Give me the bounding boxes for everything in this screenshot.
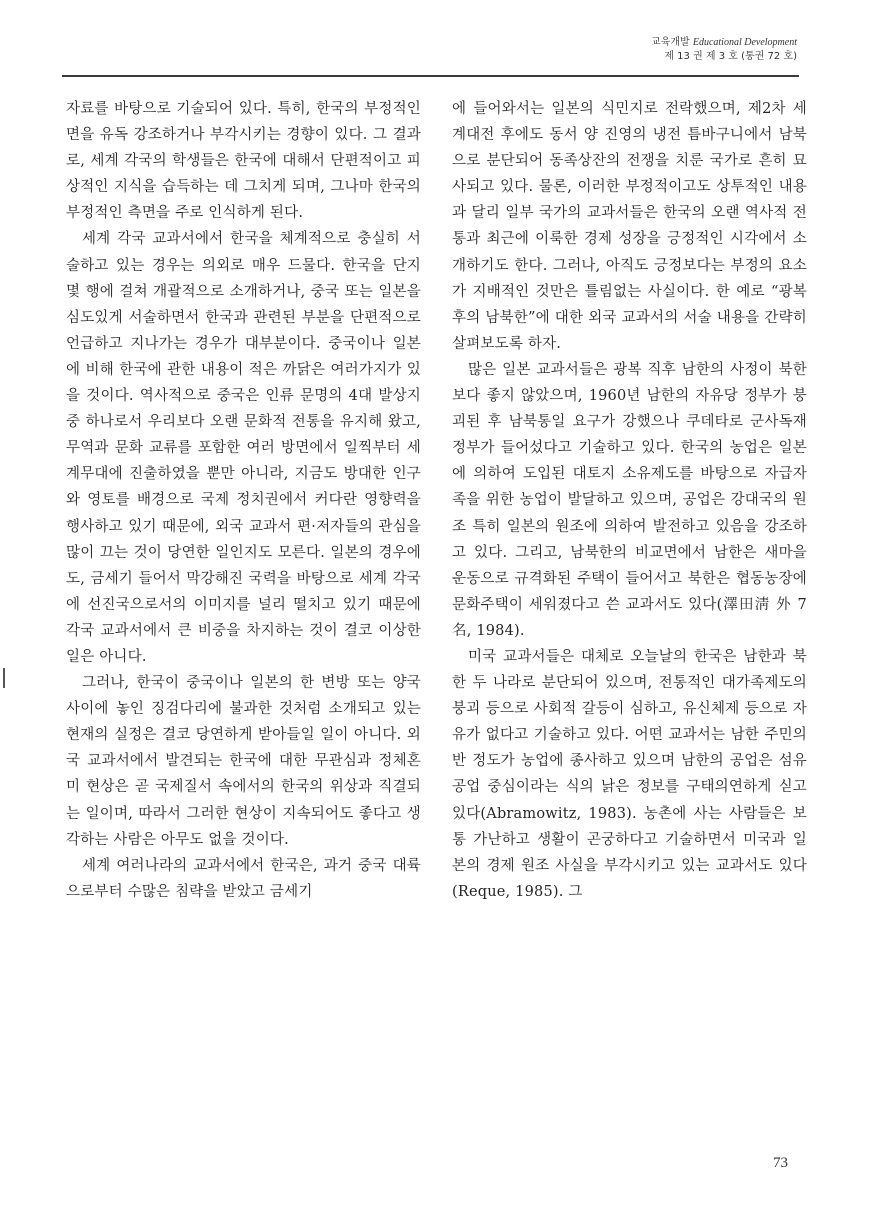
paragraph: 에 들어와서는 일본의 식민지로 전락했으며, 제2차 세계대전 후에도 동서 양 진영의 냉전 틈바구니에서 남북으로 분단되어 동족상잔의 전쟁을 치룬 국가로 흔히 묘사되고 있다. 물론, 이러한 부정적이고도 상투적인 내용과 달리 일부 국가의 교과서들은 한국의 오랜 역사적 전통과 최근에 이룩한 경제 성장을 긍정적인 시각에서 소개하기도 한다. 그러나, 아직도 긍정보다는 부정의 요소가 지배적인 것만은 틀림없는 사실이다. 한 예로 “광복후의 남북한”에 대한 외국 교과서의 서술 내용을 간략히 살펴보도록 하자.: [452, 101, 807, 352]
volume-info: 제 13 권 제 3 호 (통권 72 호): [664, 51, 797, 62]
paragraph: 세계 각국 교과서에서 한국을 체계적으로 충실히 서술하고 있는 경우는 의외로 매우 드물다. 한국을 단지 몇 행에 걸쳐 개괄적으로 소개하거나, 중국 또는 일본을 심도있게 서술하면서 한국과 관련된 부분을 단편적으로 언급하고 지나가는 경우가 대부분이다. 중국이나 일본에 비해 한국에 관한 내용이 적은 까닭은 여러가지가 있을 것이다. 역사적으로 중국은 인류 문명의 4대 발상지 중 하나로서 우리보다 오랜 문화적 전통을 유지해 왔고, 무역과 문화 교류를 포함한 여러 방면에서 일찍부터 세계무대에 진출하였을 뿐만 아니라, 지금도 방대한 인구와 영토를 배경으로 국제 정치권에서 커다란 영향력을 행사하고 있기 때문에, 외국 교과서 편·저자들의 관심을 많이 끄는 것이 당연한 일인지도 모른다. 일본의 경우에도, 금세기 들어서 막강해진 국력을 바탕으로 세계 각국에 선진국으로서의 이미지를 널리 떨치고 있기 때문에 각국 교과서에서 큰 비중을 차지하는 것이 결코 이상한 일은 아니다.: [66, 231, 421, 665]
journal-title-en: Educational Development: [692, 37, 797, 48]
running-header: [651, 36, 797, 64]
page-number: 73: [773, 1155, 788, 1171]
margin-mark: [3, 668, 5, 688]
header-rule: [62, 75, 799, 77]
right-column: [452, 96, 807, 905]
journal-title: [651, 36, 797, 50]
paragraph: 자료를 바탕으로 기술되어 있다. 특히, 한국의 부정적인 면을 유독 강조하거나 부각시키는 경향이 있다. 그 결과로, 세계 각국의 학생들은 한국에 대해서 단편적이고 피상적인 지식을 습득하는 데 그치게 되며, 그나마 한국의 부정적인 측면을 주로 인식하게 된다.: [66, 101, 421, 222]
left-column: [66, 96, 421, 905]
journal-title-ko: 교육개발: [651, 37, 690, 48]
paragraph: 많은 일본 교과서들은 광복 직후 남한의 사정이 북한보다 좋지 않았으며, 1960년 남한의 자유당 정부가 붕괴된 후 남북통일 요구가 강했으나 쿠데타로 군사독재 정부가 들어섰다고 기술하고 있다. 한국의 농업은 일본에 의하여 도입된 대토지 소유제도를 바탕으로 자급자족을 위한 농업이 발달하고 있으며, 공업은 강대국의 원조 특히 일본의 원조에 의하여 발전하고 있음을 강조하고 있다. 그리고, 남북한의 비교면에서 남한은 새마을 운동으로 규격화된 주택이 들어서고 북한은 협동농장에 문화주택이 세워졌다고 쓴 교과서도 있다(澤田淸 外 7名, 1984).: [452, 361, 807, 639]
paragraph: 그러나, 한국이 중국이나 일본의 한 변방 또는 양국 사이에 놓인 징검다리에 불과한 것처럼 소개되고 있는 현재의 실정은 결코 당연하게 받아들일 일이 아니다. 외국 교과서에서 발견되는 한국에 대한 무관심과 정체혼미 현상은 곧 국제질서 속에서의 한국의 위상과 직결되는 일이며, 따라서 그러한 현상이 지속되어도 좋다고 생각하는 사람은 아무도 없을 것이다.: [66, 675, 421, 848]
paragraph: 미국 교과서들은 대체로 오늘날의 한국은 남한과 북한 두 나라로 분단되어 있으며, 전통적인 대가족제도의 붕괴 등으로 사회적 갈등이 심하고, 유신체제 등으로 자유가 없다고 기술하고 있다. 어떤 교과서는 남한 주민의 반 정도가 농업에 종사하고 있으며 남한의 공업은 섬유공업 중심이라는 식의 낡은 정보를 구태의연하게 싣고 있다(Abramowitz, 1983). 농촌에 사는 사람들은 보통 가난하고 생활이 곤궁하다고 기술하면서 미국과 일본의 경제 원조 사실을 부각시키고 있는 교과서도 있다(Reque, 1985). 그: [452, 648, 807, 900]
paragraph: 세계 여러나라의 교과서에서 한국은, 과거 중국 대륙으로부터 수많은 침략을 받았고 금세기: [66, 857, 421, 900]
